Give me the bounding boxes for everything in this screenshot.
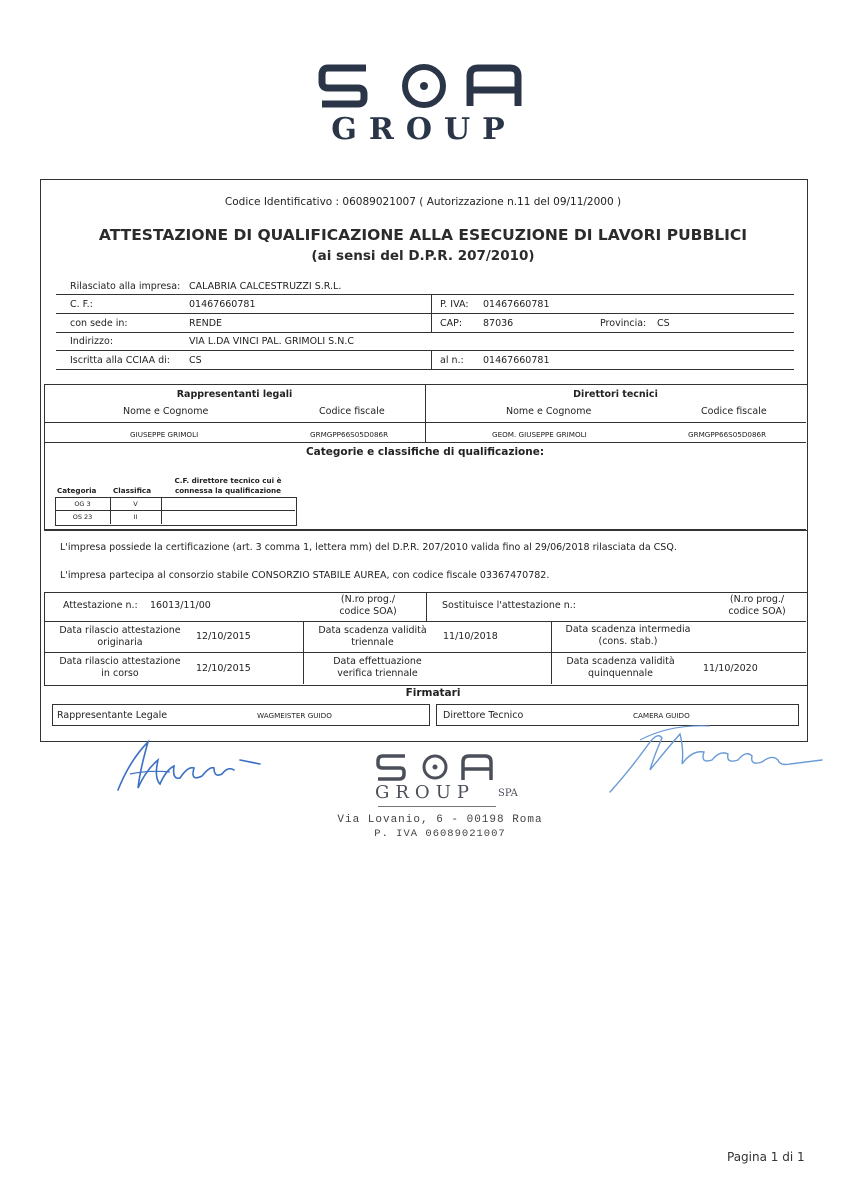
rilascio-corso-label-2: in corso — [101, 668, 139, 679]
scad-trien-label-1: Data scadenza validità — [318, 625, 427, 636]
rilasciato-value: CALABRIA CALCESTRUZZI S.R.L. — [189, 281, 342, 292]
stamp-piva: P. IVA 06089021007 — [374, 828, 506, 840]
cat-col-categoria: Categoria — [57, 486, 97, 495]
cat-row-1-classifica: V — [133, 500, 138, 508]
legali-title: Rappresentanti legali — [176, 389, 293, 400]
scad-quinq-value: 11/10/2020 — [703, 663, 758, 674]
tecnico-name: GEOM. GIUSEPPE GRIMOLI — [492, 430, 587, 439]
legale-cf: GRMGPP66S05D086R — [310, 430, 389, 439]
provincia-label: Provincia: — [600, 318, 647, 329]
identifier-code: Codice Identificativo : 06089021007 ( Autorizzazione n.11 del 09/11/2000 ) — [224, 196, 622, 208]
document-subtitle: (ai sensi del D.P.R. 207/2010) — [311, 248, 535, 264]
cf-label: C. F.: — [70, 299, 93, 310]
nro-prog-2-line1: (N.ro prog./ — [729, 594, 785, 605]
cat-col-cf-line2: connessa la qualificazione — [174, 486, 282, 495]
consorzio-note: L'impresa partecipa al consorzio stabile CONSORZIO STABILE AUREA, con codice fiscale 03367470782. — [60, 570, 550, 581]
sede-label: con sede in: — [70, 318, 128, 329]
page-number: Pagina 1 di 1 — [727, 1150, 805, 1164]
cat-col-cf-line1: C.F. direttore tecnico cui è — [174, 476, 282, 485]
stamp-rule — [378, 806, 496, 807]
scad-trien-label-2: triennale — [351, 637, 394, 648]
cf-value: 01467660781 — [189, 299, 256, 310]
nro-prog-1-line2: codice SOA) — [339, 606, 397, 617]
scad-interm-label-2: (cons. stab.) — [598, 636, 658, 647]
scad-quinq-label-1: Data scadenza validità — [566, 656, 675, 667]
verifica-label-2: verifica triennale — [337, 668, 418, 679]
categories-title: Categorie e classifiche di qualificazione: — [305, 446, 545, 458]
cciaa-value: CS — [189, 355, 202, 366]
tecnici-cf-header: Codice fiscale — [701, 406, 767, 417]
logo-group-text: GROUP — [331, 112, 517, 147]
soa-logo — [318, 62, 530, 147]
tecnico-signatory-value: CAMERA GUIDO — [633, 711, 690, 720]
rilascio-corso-label-1: Data rilascio attestazione — [59, 656, 181, 667]
legali-nome-header: Nome e Cognome — [123, 406, 209, 417]
nro-prog-1-line1: (N.ro prog./ — [340, 594, 396, 605]
rilascio-orig-value: 12/10/2015 — [196, 631, 251, 642]
stamp-address: Via Lovanio, 6 - 00198 Roma — [337, 814, 543, 826]
cat-row-2-classifica: II — [133, 513, 138, 521]
legale-signature-icon — [110, 730, 270, 800]
provincia-value: CS — [657, 318, 670, 329]
legale-signatory-value: WAGMEISTER GUIDO — [257, 711, 332, 720]
cat-row-2-categoria: OS 23 — [72, 513, 93, 521]
rilascio-corso-value: 12/10/2015 — [196, 663, 251, 674]
stamp-spa-text: SPA — [498, 788, 518, 799]
legale-name: GIUSEPPE GRIMOLI — [130, 430, 199, 439]
tecnici-title: Direttori tecnici — [573, 389, 658, 400]
stamp-group-text: GROUP — [375, 782, 475, 803]
rilasciato-label: Rilasciato alla impresa: — [70, 281, 181, 292]
cciaa-label: Iscritta alla CCIAA di: — [70, 355, 170, 366]
cap-label: CAP: — [440, 318, 463, 329]
indirizzo-value: VIA L.DA VINCI PAL. GRIMOLI S.N.C — [189, 336, 354, 347]
soa-logo-mark-icon — [318, 62, 530, 110]
piva-label: P. IVA: — [440, 299, 469, 310]
certificazione-note: L'impresa possiede la certificazione (art. 3 comma 1, lettera mm) del D.P.R. 207/2010 valida fino al 29/06/2018 rilasciata da CSQ. — [60, 542, 677, 553]
rilascio-orig-label-1: Data rilascio attestazione — [59, 625, 181, 636]
document-title: ATTESTAZIONE DI QUALIFICAZIONE ALLA ESECUZIONE DI LAVORI PUBBLICI — [98, 226, 748, 244]
legali-cf-header: Codice fiscale — [319, 406, 385, 417]
firmatari-title: Firmatari — [405, 687, 461, 699]
company-stamp — [330, 748, 550, 843]
indirizzo-label: Indirizzo: — [70, 336, 114, 347]
verifica-label-1: Data effettuazione — [333, 656, 422, 667]
sostituisce-label: Sostituisce l'attestazione n.: — [442, 600, 577, 611]
tecnico-signature-icon — [600, 720, 830, 800]
attestazione-label: Attestazione n.: — [63, 600, 138, 611]
rilascio-orig-label-2: originaria — [97, 637, 143, 648]
cat-row-1-categoria: OG 3 — [74, 500, 91, 508]
cap-value: 87036 — [483, 318, 514, 329]
tecnico-signatory-label: Direttore Tecnico — [443, 710, 524, 721]
nro-prog-2-line2: codice SOA) — [728, 606, 786, 617]
al-n-label: al n.: — [440, 355, 464, 366]
scad-quinq-label-2: quinquennale — [588, 668, 653, 679]
scad-interm-label-1: Data scadenza intermedia — [565, 624, 691, 635]
legale-signatory-label: Rappresentante Legale — [57, 710, 168, 721]
al-n-value: 01467660781 — [483, 355, 550, 366]
tecnico-cf: GRMGPP66S05D086R — [688, 430, 767, 439]
scad-trien-value: 11/10/2018 — [443, 631, 498, 642]
attestazione-value: 16013/11/00 — [150, 600, 211, 611]
sede-value: RENDE — [189, 318, 223, 329]
cat-col-classifica: Classifica — [113, 486, 152, 495]
tecnici-nome-header: Nome e Cognome — [506, 406, 592, 417]
piva-value: 01467660781 — [483, 299, 550, 310]
stamp-soa-mark-icon — [375, 752, 495, 782]
